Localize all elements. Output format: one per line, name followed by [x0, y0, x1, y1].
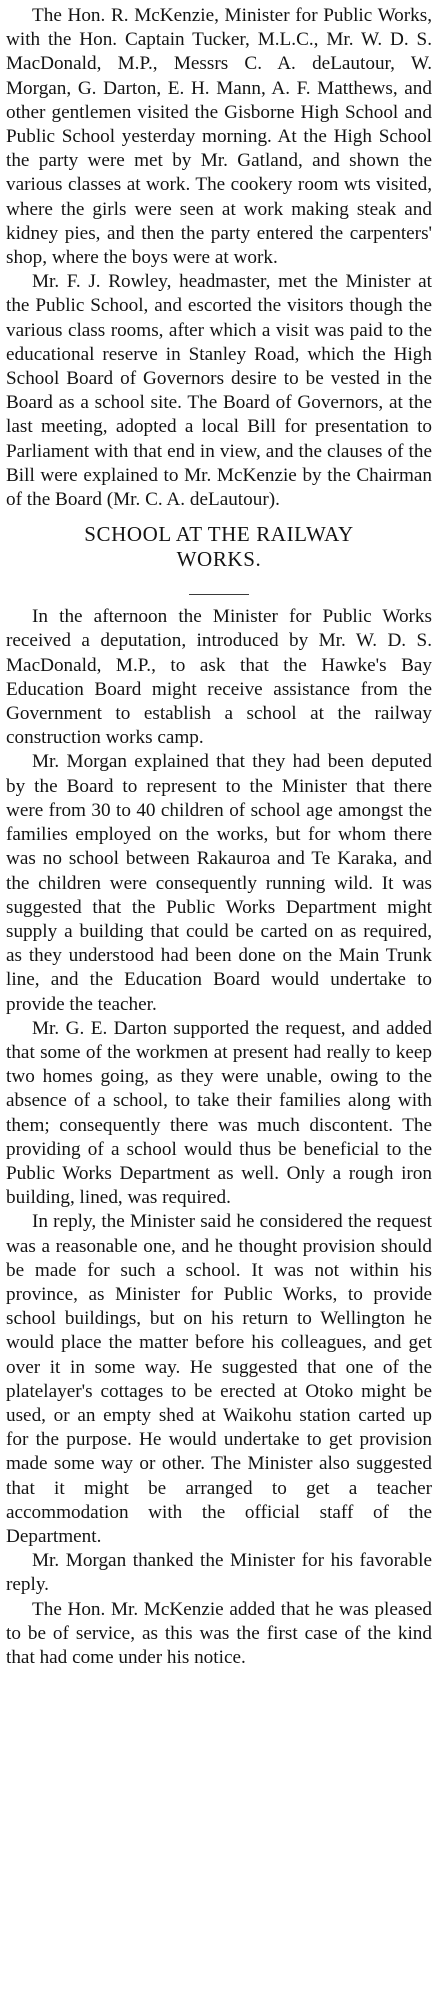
- article-paragraph: Mr. G. E. Darton supported the request, and added that some of the workmen at present had really to keep two homes going, as they were unable, owing to the absence of a school, to take their families along with them; consequently there was much discontent. The providing of a school would thus be beneficial to the Public Works Department as well. Only a rough iron building, lined, was required.: [6, 1017, 432, 1209]
- subheading-line: WORKS.: [176, 547, 262, 572]
- headline-rule: [189, 594, 249, 595]
- section-subheading: [6, 522, 432, 572]
- article-paragraph: Mr. Morgan explained that they had been deputed by the Board to represent to the Minister that there were from 30 to 40 children of school age amongst the families employed on the works, but for whom there was no school between Rakauroa and Te Karaka, and the children were consequently running wild. It was suggested that the Public Works Department might supply a building that could be carted on as required, as they understood had been done on the Main Trunk line, and the Education Board would undertake to provide the teacher.: [6, 751, 432, 1015]
- article-paragraph: The Hon. R. McKenzie, Minister for Public Works, with the Hon. Captain Tucker, M.L.C., Mr. W. D. S. MacDonald, M.P., Messrs C. A. deLautour, W. Morgan, G. Darton, E. H. Mann, A. F. Matthews, and other gentlemen visited the Gisborne High School and Public School yesterday morning. At the High School the party were met by Mr. Gatland, and shown the various classes at work. The cookery room wts visited, where the girls were seen at work making steak and kidney pies, and then the party entered the carpenters' shop, where the boys were at work.: [6, 5, 432, 269]
- article-paragraph: Mr. Morgan thanked the Minister for his favorable reply.: [6, 1550, 432, 1596]
- article-paragraph: In the afternoon the Minister for Public Works received a deputation, introduced by Mr. W. D. S. MacDonald, M.P., to ask that the Hawke's Bay Education Board might receive assistance from the Government to establish a school at the railway construction works camp.: [6, 606, 432, 749]
- subheading-line: SCHOOL AT THE RAILWAY: [84, 522, 354, 547]
- article-paragraph: Mr. F. J. Rowley, headmaster, met the Minister at the Public School, and escorted the visitors though the various class rooms, after which a visit was paid to the educational reserve in Stanley Road, which the High School Board of Governors desire to be vested in the Board as a school site. The Board of Governors, at the last meeting, adopted a local Bill for presentation to Parliament with that end in view, and the clauses of the Bill were explained to Mr. McKenzie by the Chairman of the Board (Mr. C. A. deLautour).: [6, 271, 432, 511]
- article-paragraph: The Hon. Mr. McKenzie added that he was pleased to be of service, as this was the first case of the kind that had come under his notice.: [6, 1598, 432, 1668]
- article-paragraph: In reply, the Minister said he considered the request was a reasonable one, and he thought provision should be made for such a school. It was not within his province, as Minister for Public Works, to provide school buildings, but on his return to Wellington he would place the matter before his colleagues, and get over it in some way. He suggested that one of the platelayer's cottages to be erected at Otoko might be used, or an empty shed at Waikohu station carted up for the purpose. He would undertake to get provision made some way or other. The Minister also suggested that it might be arranged to get a teacher accommodation with the official staff of the Department.: [6, 1211, 432, 1547]
- newspaper-column: [6, 4, 432, 2000]
